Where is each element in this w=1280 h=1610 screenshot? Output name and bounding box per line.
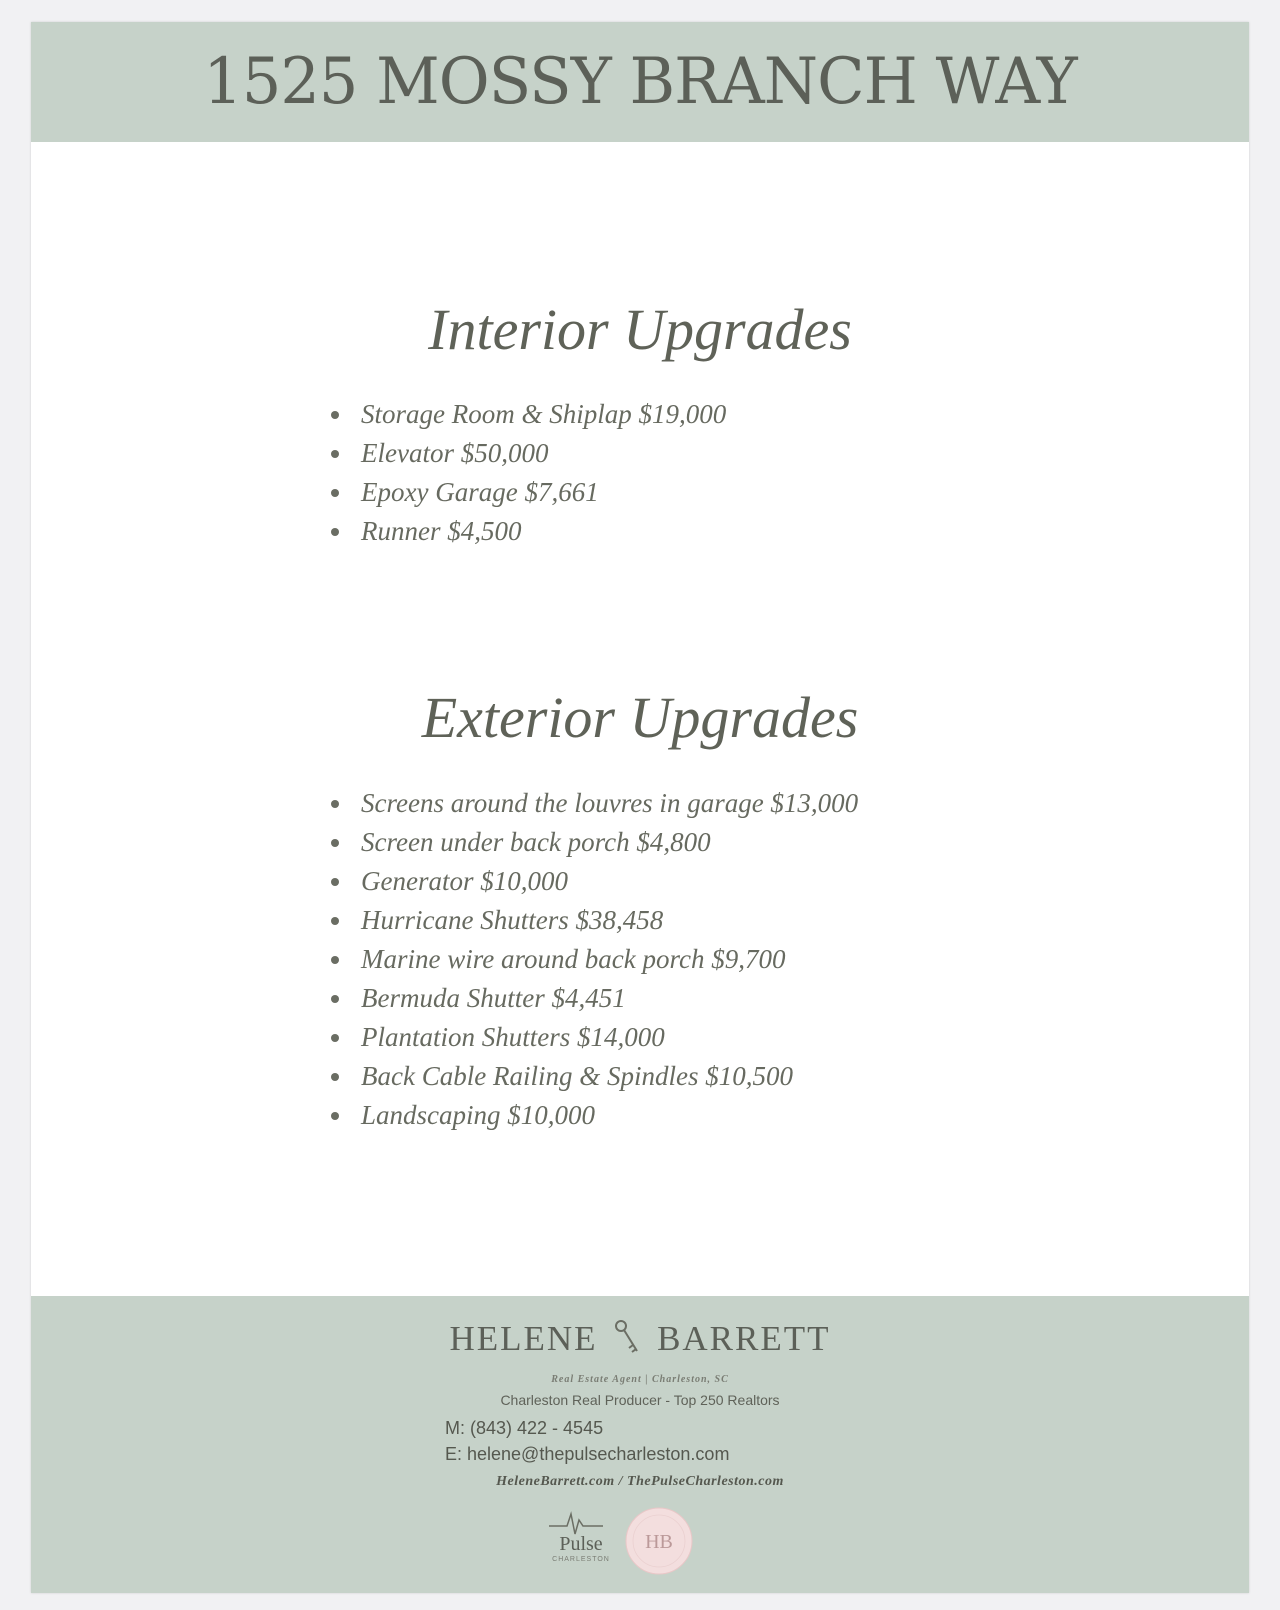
upgrade-item-text: Storage Room & Shiplap $19,000 [361,399,727,429]
bullet-icon [331,411,339,419]
upgrade-item [331,1018,858,1057]
header-band [31,22,1249,142]
upgrade-item [331,979,858,1018]
upgrade-item-text: Landscaping $10,000 [361,1100,596,1130]
property-address-title: 1525 MOSSY BRANCH WAY [203,45,1077,119]
bullet-icon [331,995,339,1003]
upgrade-item [331,512,726,551]
upgrade-item-text: Plantation Shutters $14,000 [361,1022,665,1052]
upgrade-item [331,823,858,862]
upgrade-item [331,901,858,940]
upgrade-item [331,940,858,979]
bullet-icon [331,1034,339,1042]
agent-brand [31,1318,1249,1359]
upgrade-item-text: Marine wire around back porch $9,700 [361,944,786,974]
footer-band [31,1296,1249,1593]
upgrade-item-text: Elevator $50,000 [361,438,549,468]
bullet-icon [331,917,339,925]
brand-last-name: BARRETT [657,1319,831,1358]
hb-seal-logo [624,1506,694,1576]
bullet-icon [331,528,339,536]
bullet-icon [331,489,339,497]
upgrade-item [331,473,726,512]
pulse-logo-sub: CHARLESTON [552,1556,610,1563]
upgrade-item-text: Bermuda Shutter $4,451 [361,983,626,1013]
phone-number: M: (843) 422 - 4545 [445,1418,604,1438]
upgrade-item [331,1057,858,1096]
upgrade-item-text: Screen under back porch $4,800 [361,827,711,857]
bullet-icon [331,1073,339,1081]
bullet-icon [331,956,339,964]
bullet-icon [331,878,339,886]
upgrade-item [331,1096,858,1135]
bullet-icon [331,450,339,458]
flyer-page [31,22,1249,1593]
agent-tagline: Real Estate Agent | Charleston, SC [551,1374,729,1385]
pulse-logo-text: Pulse [559,1533,603,1555]
interior-upgrades-heading: Interior Upgrades [428,297,852,362]
exterior-upgrades-heading: Exterior Upgrades [421,685,859,750]
upgrade-item [331,862,858,901]
upgrade-item-text: Back Cable Railing & Spindles $10,500 [361,1061,793,1091]
upgrade-item-text: Generator $10,000 [361,866,568,896]
website-links: HeleneBarrett.com / ThePulseCharleston.com [496,1474,784,1489]
exterior-upgrades-list [331,784,858,1135]
upgrade-item [331,784,858,823]
upgrade-item-text: Epoxy Garage $7,661 [361,477,599,507]
brand-first-name: HELENE [449,1319,598,1358]
upgrade-item-text: Screens around the louvres in garage $13,000 [361,788,859,818]
seal-initials: HB [645,1531,673,1553]
upgrade-item-text: Runner $4,500 [361,516,522,546]
bullet-icon [331,800,339,808]
email-address: E: helene@thepulsecharleston.com [445,1444,730,1464]
producer-award: Charleston Real Producer - Top 250 Realtors [500,1392,780,1408]
bullet-icon [331,1112,339,1120]
upgrade-item [331,434,726,473]
key-icon [612,1318,642,1356]
interior-upgrades-list [331,395,726,551]
bullet-icon [331,839,339,847]
pulse-charleston-logo [541,1504,621,1566]
upgrade-item [331,395,726,434]
upgrade-item-text: Hurricane Shutters $38,458 [361,905,664,935]
